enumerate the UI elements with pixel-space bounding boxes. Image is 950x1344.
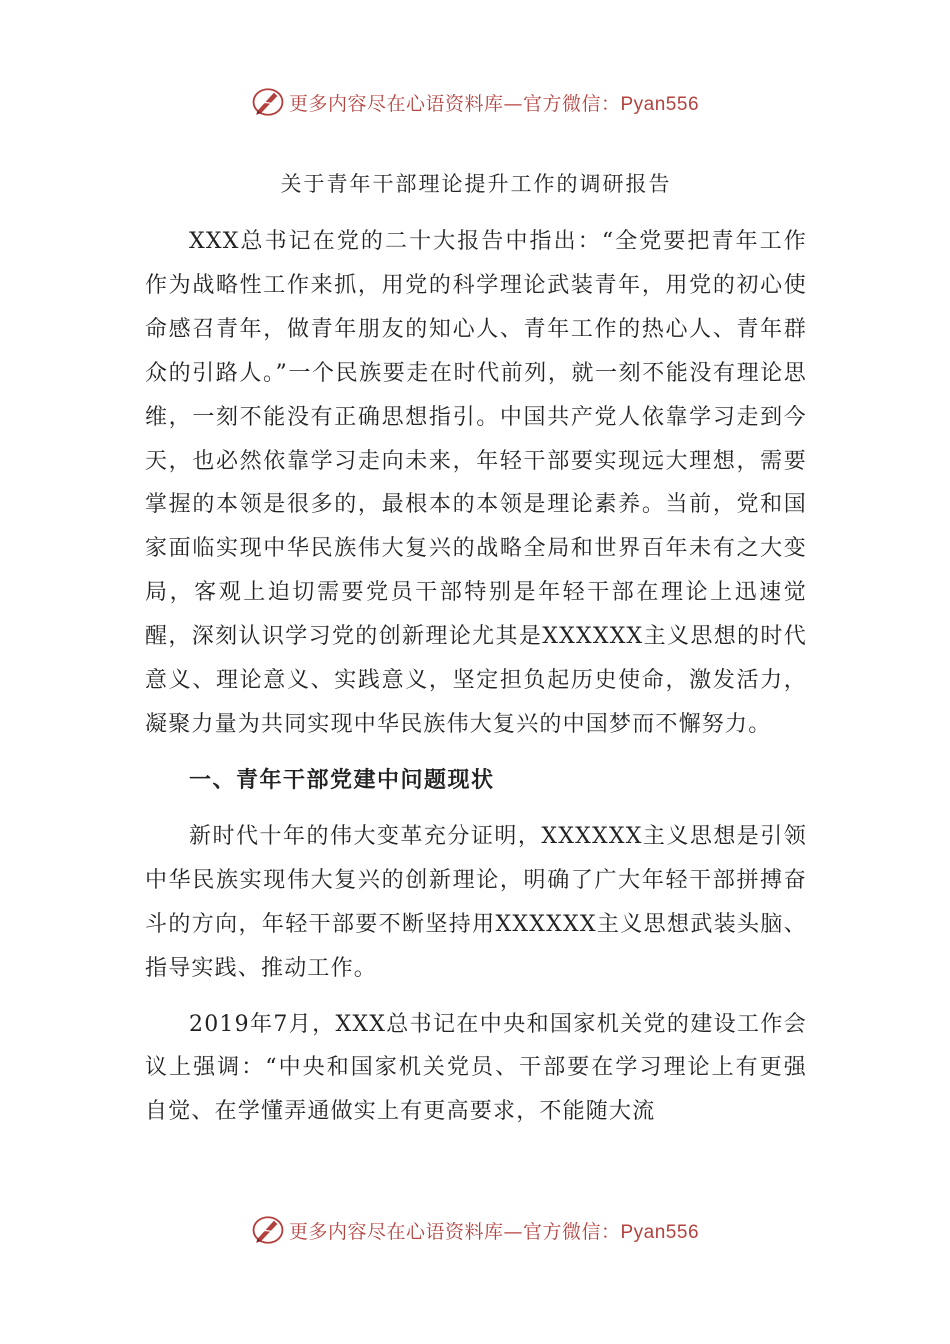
paragraph-3: 2019年7月，XXX总书记在中央和国家机关党的建设工作会议上强调：“中央和国家机关党员、干部要在学习理论上有更强自觉、在学懂弄通做实上有更高要求，不能随大流: [145, 1011, 807, 1125]
pen-logo-icon: [251, 85, 285, 119]
paragraph-1: XXX总书记在党的二十大报告中指出：“全党要把青年工作作为战略性工作来抓，用党的科学理论武装青年，用党的初心使命感召青年，做青年朋友的知心人、青年工作的热心人、青年群众的引路人。”一个民族要走在时代前列，就一刻不能没有理论思维，一刻不能没有正确思想指引。中国共产党人依靠学习走到今天，也必然依靠学习走向未来，年轻干部要实现远大理想，需要掌握的本领是很多的，最根本的本领是理论素养。当前，党和国家面临实现中华民族伟大复兴的战略全局和世界百年未有之大变局，客观上迫切需要党员干部特别是年轻干部在理论上迅速觉醒，深刻认识学习党的创新理论尤其是XXXXXX主义思想的时代意义、理论意义、实践意义，坚定担负起历史使命，激发活力，凝聚力量为共同实现中华民族伟大复兴的中国梦而不懈努力。: [145, 229, 807, 737]
document-body: [145, 162, 807, 1146]
footer-banner-text: 更多内容尽在心语资料库—官方微信：Pyan556: [288, 1220, 700, 1243]
document-title: 关于青年干部理论提升工作的调研报告: [280, 172, 672, 196]
footer-wechat-id: Pyan556: [620, 1221, 700, 1243]
header-wechat-id: Pyan556: [620, 93, 700, 115]
pen-logo-icon: [251, 1213, 285, 1247]
header-banner: [0, 82, 950, 122]
paragraph-2: 新时代十年的伟大变革充分证明，XXXXXX主义思想是引领中华民族实现伟大复兴的创新理论，明确了广大年轻干部拼搏奋斗的方向，年轻干部要不断坚持用XXXXXX主义思想武装头脑、指导实践、推动工作。: [145, 823, 807, 981]
section-1-heading: 一、青年干部党建中问题现状: [189, 767, 495, 793]
header-banner-text: 更多内容尽在心语资料库—官方微信：Pyan556: [288, 92, 700, 115]
footer-banner: [0, 1210, 950, 1250]
